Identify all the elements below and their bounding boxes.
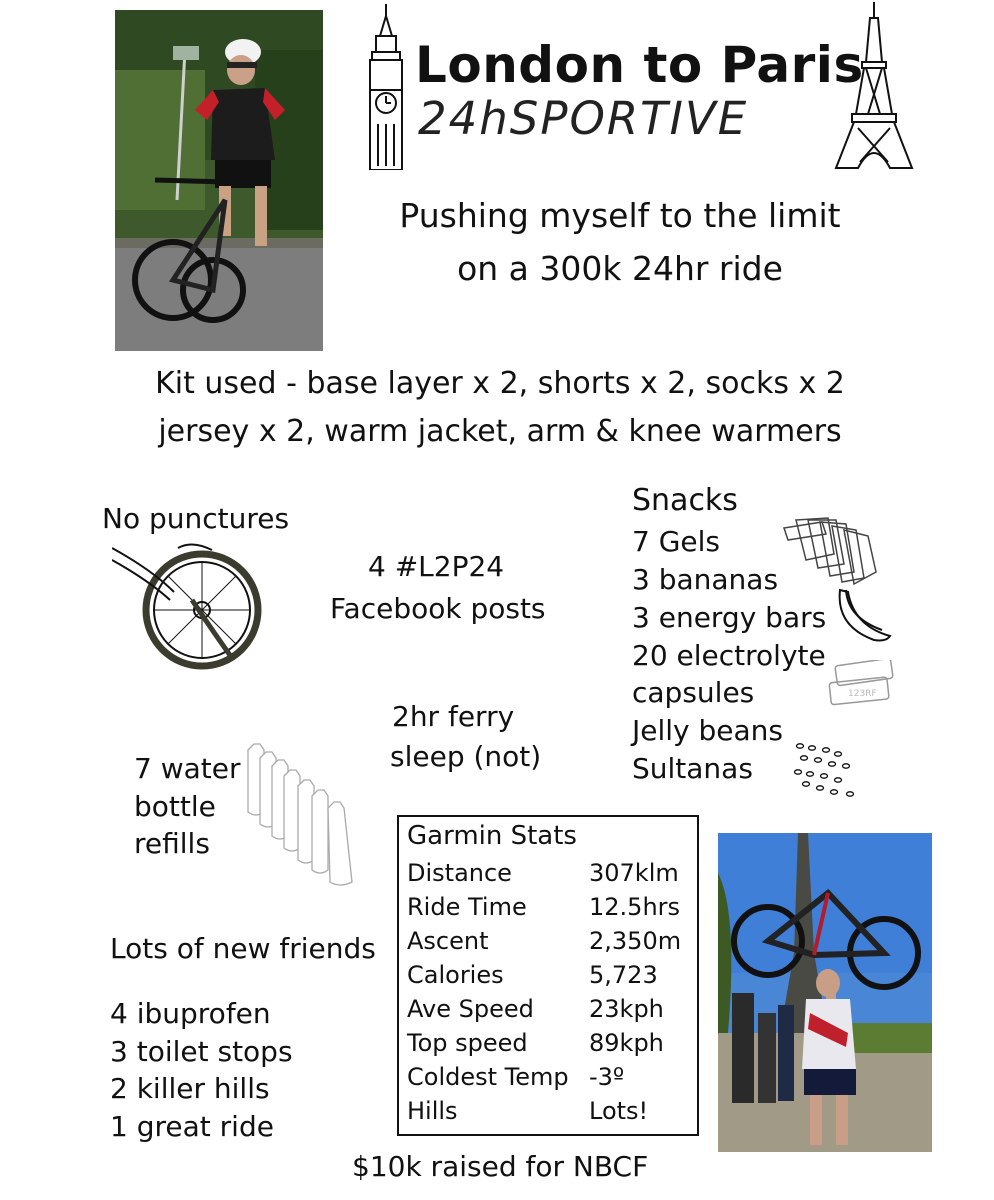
stat-value: 23kph <box>589 995 664 1023</box>
water-refills-line-2: bottle <box>134 790 216 823</box>
stat-row-top-speed <box>407 1029 697 1063</box>
stat-row-ascent <box>407 927 697 961</box>
stat-value: 5,723 <box>589 961 658 989</box>
snack-item: 3 bananas <box>632 563 779 596</box>
snack-item: Sultanas <box>632 752 753 785</box>
tally-item: 3 toilet stops <box>110 1035 293 1068</box>
cyclist-photo <box>115 10 323 351</box>
energy-bars-icon <box>828 660 898 710</box>
stat-value: Lots! <box>589 1097 649 1125</box>
stat-label: Ride Time <box>407 893 527 921</box>
stat-label: Distance <box>407 859 512 887</box>
gels-icon <box>782 514 878 586</box>
stat-label: Hills <box>407 1097 458 1125</box>
kit-line-1: Kit used - base layer x 2, shorts x 2, socks x 2 <box>155 366 845 401</box>
kit-line-2: jersey x 2, warm jacket, arm & knee warmers <box>158 414 842 449</box>
tally-item: 2 killer hills <box>110 1072 270 1105</box>
snack-item: capsules <box>632 676 755 709</box>
stat-label: Ave Speed <box>407 995 534 1023</box>
snack-item: Jelly beans <box>632 714 784 747</box>
ferry-label: 2hr ferry <box>392 700 515 733</box>
garmin-stats-box <box>397 815 699 1136</box>
stat-row-hills <box>407 1097 697 1131</box>
water-refills-line-3: refills <box>134 827 210 860</box>
new-friends-label: Lots of new friends <box>110 932 376 965</box>
stat-row-coldest-temp <box>407 1063 697 1097</box>
facebook-label: Facebook posts <box>330 592 546 625</box>
stat-label: Calories <box>407 961 504 989</box>
stat-label: Coldest Temp <box>407 1063 569 1091</box>
tally-item: 4 ibuprofen <box>110 997 271 1030</box>
eiffel-celebration-photo <box>718 833 932 1152</box>
stat-label: Top speed <box>407 1029 528 1057</box>
tagline-line-2: on a 300k 24hr ride <box>457 249 783 288</box>
tyre-icon <box>112 540 282 670</box>
garmin-stats-title: Garmin Stats <box>407 821 577 851</box>
snack-item: 20 electrolyte <box>632 639 826 672</box>
jelly-beans-icon <box>792 740 862 800</box>
banana-icon <box>834 586 894 644</box>
stat-value: 12.5hrs <box>589 893 681 921</box>
ferry-sleep-label: sleep (not) <box>390 740 542 773</box>
stat-value: 2,350m <box>589 927 682 955</box>
stat-label: Ascent <box>407 927 489 955</box>
snack-item: 3 energy bars <box>632 601 827 634</box>
facebook-count: 4 #L2P24 <box>368 550 505 583</box>
big-ben-icon <box>366 4 406 170</box>
snacks-heading: Snacks <box>632 483 738 518</box>
stat-value: 307klm <box>589 859 679 887</box>
water-bottles-icon <box>246 742 356 888</box>
stat-row-ave-speed <box>407 995 697 1029</box>
stat-row-calories <box>407 961 697 995</box>
stat-value: -3º <box>589 1063 625 1091</box>
no-punctures-label: No punctures <box>102 502 290 535</box>
poster-title: London to Paris <box>415 36 864 94</box>
stat-value: 89kph <box>589 1029 664 1057</box>
stat-row-ride-time <box>407 893 697 927</box>
tally-item: 1 great ride <box>110 1110 274 1143</box>
stat-row-distance <box>407 859 697 893</box>
snack-item: 7 Gels <box>632 525 721 558</box>
tagline-line-1: Pushing myself to the limit <box>399 196 841 235</box>
svg-text:123RF: 123RF <box>848 689 877 699</box>
poster-subtitle: 24hSPORTIVE <box>418 92 749 145</box>
water-refills-line-1: 7 water <box>134 752 241 785</box>
fundraising-total: $10k raised for NBCF <box>352 1150 649 1183</box>
